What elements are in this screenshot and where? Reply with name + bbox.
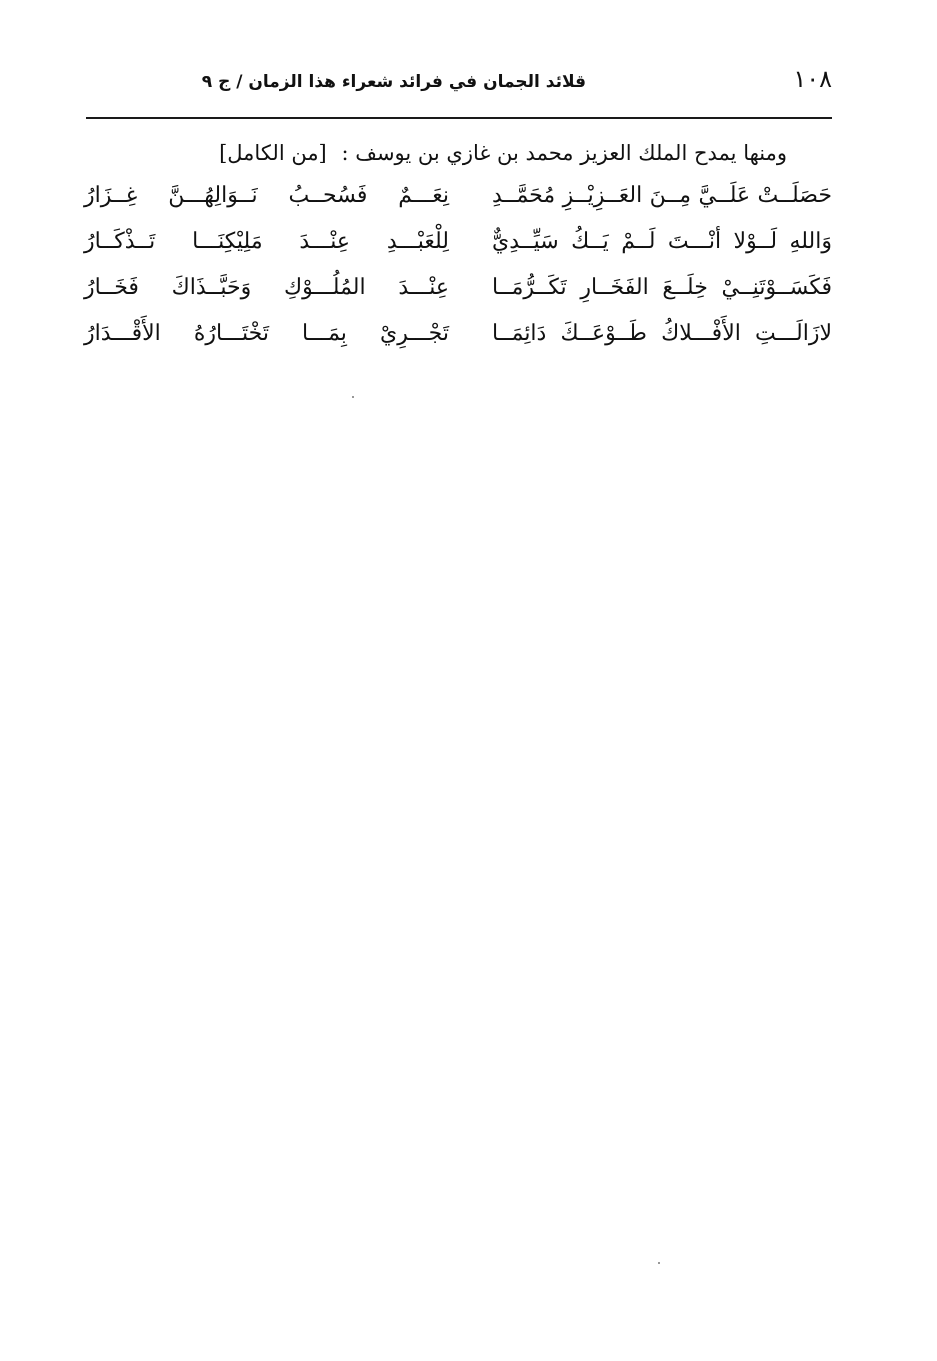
verse <box>84 268 832 314</box>
second-hemistich: تَجْـــرِيْ بِمَـــا تَخْتَـــارُهُ الأَقْـــدَارُ <box>84 321 449 346</box>
poem <box>84 176 832 360</box>
page-header <box>84 64 832 104</box>
verse <box>84 222 832 268</box>
verse <box>84 314 832 360</box>
header-rule <box>86 117 832 119</box>
second-hemistich: نِعَـــمٌ فَسُحــبُ نَــوَالِهُـــنَّ غِــزَارُ <box>84 183 449 208</box>
scan-speck <box>352 396 354 398</box>
second-hemistich: عِنْـــدَ المُلُـــوْكِ وَحَبَّــذَاكَ فَخَــارُ <box>84 275 449 300</box>
introduction-text: ومنها يمدح الملك العزيز محمد بن غازي بن يوسف : <box>341 141 787 165</box>
first-hemistich: لازَالَـــتِ الأَفْـــلاكُ طَــوْعَــكَ دَائِمَــا <box>492 321 832 346</box>
second-hemistich: لِلْعَبْـــدِ عِنْـــدَ مَلِيْكِنَـــا تَــذْكَــارُ <box>84 229 449 254</box>
first-hemistich: حَصَلَــتْ عَلَــيَّ مِــنَ العَــزِيْــزِ مُحَمَّــدِ <box>492 183 832 208</box>
verse <box>84 176 832 222</box>
first-hemistich: وَاللهِ لَــوْلا أنْـــتَ لَــمْ يَــكُ سَيِّــدِيٌّ <box>492 229 832 254</box>
page-number: ١٠٨ <box>793 65 832 93</box>
poem-introduction <box>219 138 787 168</box>
meter-label: [من الكامل] <box>219 141 327 165</box>
first-hemistich: فَكَسَــوْتَنِــيْ خِلَــعَ الفَخَــارِ تَكَــرُّمَــا <box>492 275 832 300</box>
scan-speck <box>658 1262 660 1264</box>
running-title: قلائد الجمان في فرائد شعراء هذا الزمان / ج ٩ <box>201 72 586 92</box>
